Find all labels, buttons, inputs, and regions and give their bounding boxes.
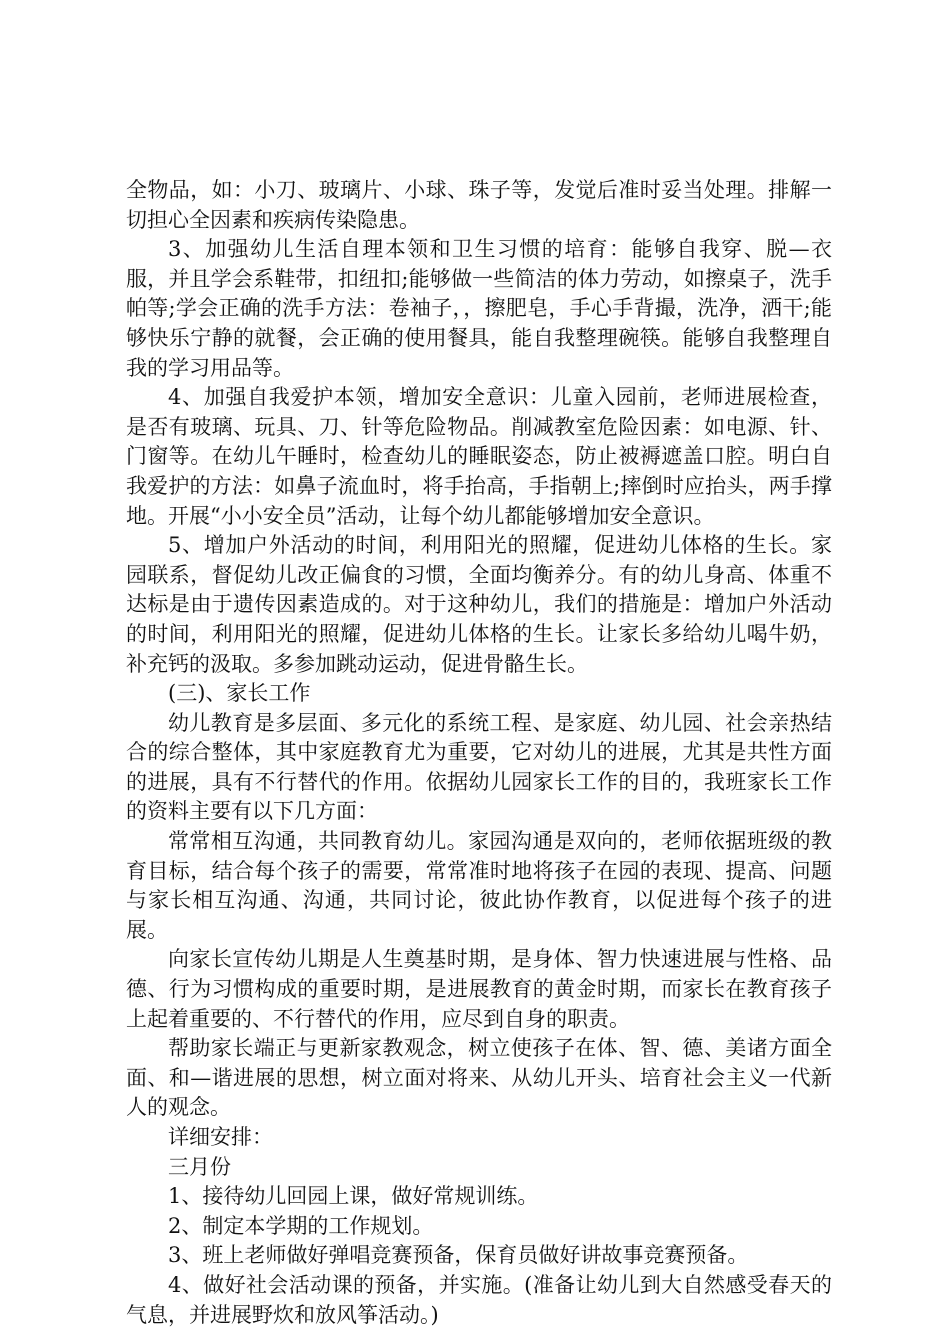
- paragraph-self-care: 3、加强幼儿生活自理本领和卫生习惯的培育：能够自我穿、脱—衣服，并且学会系鞋带，扣纽扣;能够做一些简洁的体力劳动，如擦桌子，洗手帕等;学会正确的洗手方法：卷袖子，，擦肥皂，手心手背撮，洗净，洒干;能够快乐宁静的就餐，会正确的使用餐具，能自我整理碗筷。能够自我整理自我的学习用品等。: [126, 237, 832, 380]
- list-item-1: 1、接待幼儿回园上课，做好常规训练。: [168, 1184, 539, 1209]
- section-heading-parent-work: (三)、家长工作: [168, 681, 311, 706]
- paragraph-parent-publicity: 向家长宣传幼儿期是人生奠基时期，是身体、智力快速进展与性格、品德、行为习惯构成的重要时期，是进展教育的黄金时期，而家长在教育孩子上起着重要的、不行替代的作用，应尽到自身的职责。: [126, 947, 832, 1031]
- paragraph-family-education: 幼儿教育是多层面、多元化的系统工程、是家庭、幼儿园、社会亲热结合的综合整体，其中家庭教育尤为重要，它对幼儿的进展，尤其是共性方面的进展，具有不行替代的作用。依据幼儿园家长工作的目的，我班家长工作的资料主要有以下几方面：: [126, 710, 832, 824]
- paragraph-safety-items: 全物品，如：小刀、玻璃片、小球、珠子等，发觉后准时妥当处理。排解一切担心全因素和疾病传染隐患。: [126, 178, 832, 232]
- heading-detailed-schedule: 详细安排：: [168, 1125, 273, 1149]
- paragraph-outdoor-activity: 5、增加户外活动的时间，利用阳光的照耀，促进幼儿体格的生长。家园联系，督促幼儿改正偏食的习惯，全面均衡养分。有的幼儿身高、体重不达标是由于遗传因素造成的。对于这种幼儿，我们的措施是：增加户外活动的时间，利用阳光的照耀，促进幼儿体格的生长。让家长多给幼儿喝牛奶，补充钙的汲取。多参加跳动运动，促进骨骼生长。: [126, 533, 832, 676]
- list-item-2: 2、制定本学期的工作规划。: [168, 1213, 434, 1238]
- list-item-4: 4、做好社会活动课的预备，并实施。(准备让幼儿到大自然感受春天的气息，并进展野炊和放风筝活动。): [126, 1272, 832, 1327]
- paragraph-self-protection: 4、加强自我爱护本领，增加安全意识：儿童入园前，老师进展检查，是否有玻璃、玩具、刀、针等危险物品。削减教室危险因素：如电源、针、门窗等。在幼儿午睡时，检查幼儿的睡眠姿态，防止被褥遮盖口腔。明白自我爱护的方法：如鼻子流血时，将手抬高，手指朝上;摔倒时应抬头，两手撑地。开展“小小安全员”活动，让每个幼儿都能够增加安全意识。: [126, 385, 832, 528]
- paragraph-education-concepts: 帮助家长端正与更新家教观念，树立使孩子在体、智、德、美诸方面全面、和—谐进展的思想，树立面对将来、从幼儿开头、培育社会主义一代新人的观念。: [126, 1036, 832, 1120]
- paragraph-communication: 常常相互沟通，共同教育幼儿。家园沟通是双向的，老师依据班级的教育目标，结合每个孩子的需要，常常准时地将孩子在园的表现、提高、问题与家长相互沟通、沟通，共同讨论，彼此协作教育，以促进每个孩子的进展。: [126, 829, 832, 942]
- document-body: [126, 176, 832, 1330]
- heading-march: 三月份: [168, 1154, 231, 1179]
- list-item-3: 3、班上老师做好弹唱竞赛预备，保育员做好讲故事竞赛预备。: [168, 1243, 749, 1268]
